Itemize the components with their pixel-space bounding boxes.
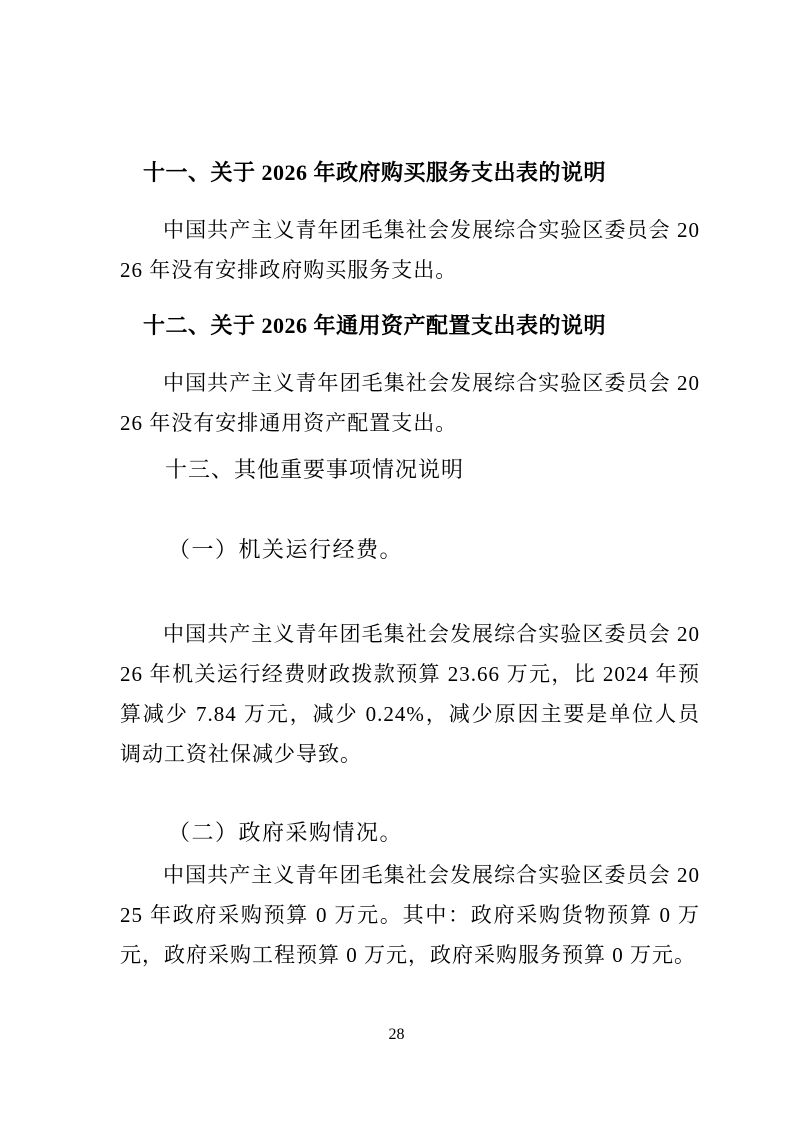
- section-paragraph-11: 中国共产主义青年团毛集社会发展综合实验区委员会 2026 年没有安排政府购买服务支出。: [120, 218, 700, 282]
- subsection-paragraph-13-1: 中国共产主义青年团毛集社会发展综合实验区委员会 2026 年机关运行经费财政拨款预算 23.66 万元，比 2024 年预算减少 7.84 万元，减少 0.24%，减少原因主要是单位人员调动工资社保减少导致。: [120, 622, 700, 766]
- section-heading-11: 十一、关于 2026 年政府购买服务支出表的说明: [143, 160, 607, 185]
- subsection-heading-13-2: （二）政府采购情况。: [168, 820, 404, 845]
- subsection-paragraph-13-2: 中国共产主义青年团毛集社会发展综合实验区委员会 2025 年政府采购预算 0 万元。其中：政府采购货物预算 0 万元，政府采购工程预算 0 万元，政府采购服务预算 0 万元。: [120, 863, 700, 967]
- document-content: [120, 0, 700, 975]
- subsection-heading-13-1: （一）机关运行经费。: [168, 537, 404, 562]
- section-heading-13: 十三、其他重要事项情况说明: [165, 457, 465, 482]
- page-number: 28: [388, 1026, 405, 1043]
- section-paragraph-12: 中国共产主义青年团毛集社会发展综合实验区委员会 2026 年没有安排通用资产配置支出。: [120, 371, 700, 435]
- section-heading-12: 十二、关于 2026 年通用资产配置支出表的说明: [143, 313, 607, 338]
